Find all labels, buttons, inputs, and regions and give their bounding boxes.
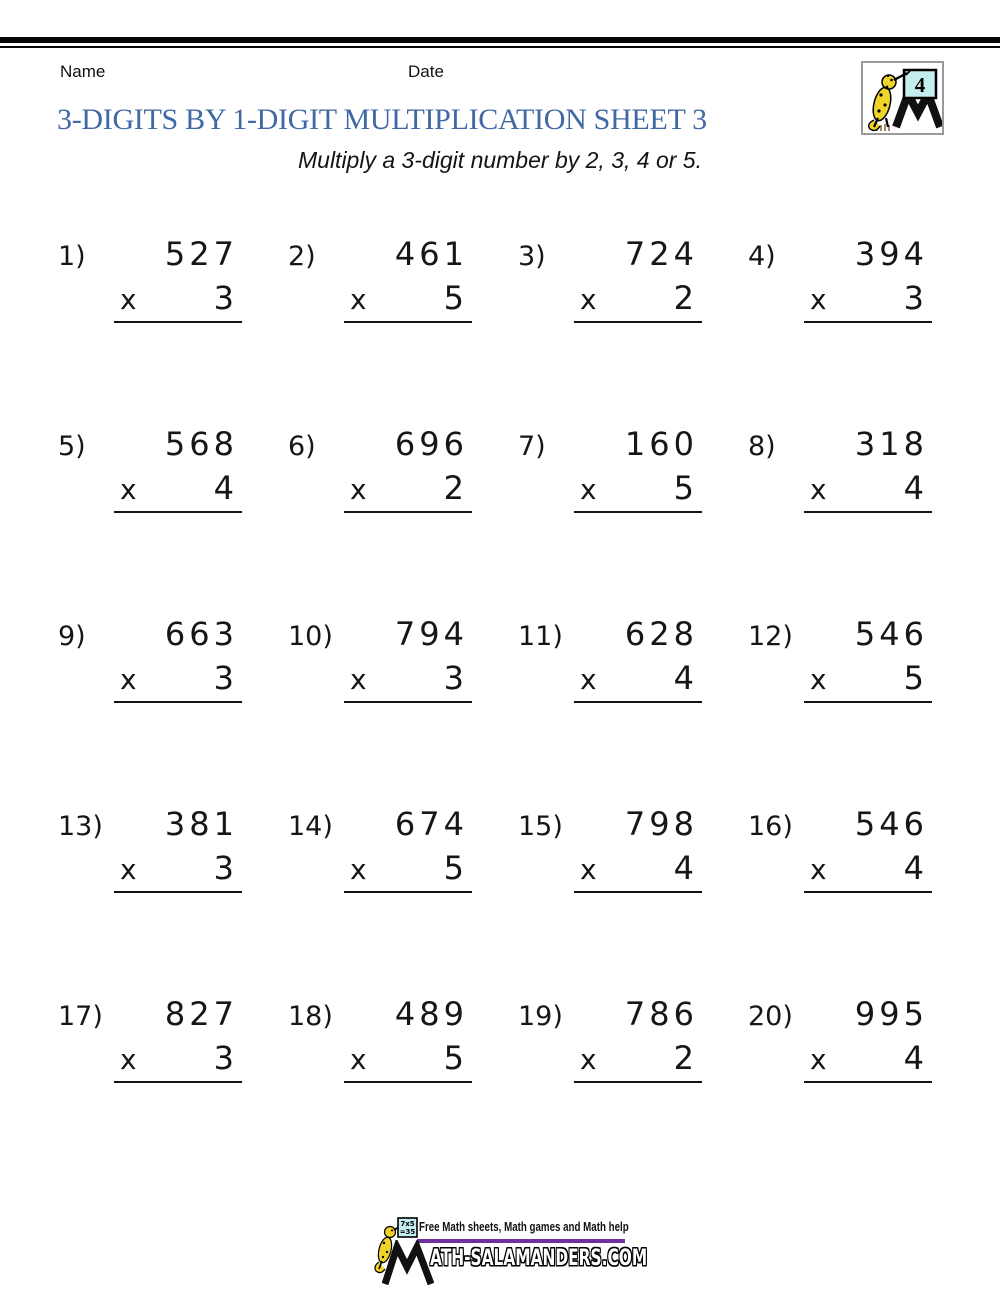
problem-number: 7) — [518, 431, 546, 462]
multiplier: 3 — [443, 659, 468, 697]
problem-number: 14) — [288, 811, 333, 842]
problem-number: 6) — [288, 431, 316, 462]
multiply-sign: x — [120, 1043, 137, 1076]
multiplicand: 794 — [394, 615, 468, 653]
problem-3 — [518, 233, 702, 328]
multiply-sign: x — [580, 473, 597, 506]
top-border-rule — [0, 37, 1000, 48]
multiplier: 5 — [443, 1039, 468, 1077]
multiplicand: 489 — [394, 995, 468, 1033]
problem-14 — [288, 803, 472, 898]
problem-17 — [58, 993, 242, 1088]
multiplicand: 724 — [624, 235, 698, 273]
problem-number: 11) — [518, 621, 563, 652]
problem-number: 10) — [288, 621, 333, 652]
problem-11 — [518, 613, 702, 708]
multiplier: 4 — [213, 469, 238, 507]
math-salamanders-corner-logo — [861, 61, 944, 135]
multiply-sign: x — [580, 663, 597, 696]
problem-7 — [518, 423, 702, 518]
multiplier: 3 — [903, 279, 928, 317]
multiplicand: 394 — [854, 235, 928, 273]
problem-number: 18) — [288, 1001, 333, 1032]
multiply-sign: x — [810, 283, 827, 316]
multiply-sign: x — [580, 1043, 597, 1076]
big-m-icon — [382, 1240, 434, 1286]
problem-1 — [58, 233, 242, 328]
multiplicand: 786 — [624, 995, 698, 1033]
multiplier: 3 — [213, 279, 238, 317]
problem-number: 20) — [748, 1001, 793, 1032]
name-label: Name — [60, 62, 106, 81]
multiplicand: 674 — [394, 805, 468, 843]
multiplicand: 461 — [394, 235, 468, 273]
multiplier: 5 — [673, 469, 698, 507]
multiplier: 4 — [903, 1039, 928, 1077]
multiply-sign: x — [350, 283, 367, 316]
multiply-sign: x — [580, 283, 597, 316]
problem-13 — [58, 803, 242, 898]
date-label: Date — [408, 62, 444, 81]
multiplier: 5 — [443, 849, 468, 887]
salamander-writing-icon — [863, 63, 942, 133]
multiply-sign: x — [350, 663, 367, 696]
footer-purple-rule — [417, 1239, 625, 1243]
multiplier: 2 — [443, 469, 468, 507]
problem-20 — [748, 993, 932, 1088]
problem-number: 17) — [58, 1001, 103, 1032]
multiply-sign: x — [350, 473, 367, 506]
multiplicand: 628 — [624, 615, 698, 653]
problem-15 — [518, 803, 702, 898]
problem-number: 1) — [58, 241, 86, 272]
multiplicand: 318 — [854, 425, 928, 463]
multiplicand: 995 — [854, 995, 928, 1033]
multiplicand: 827 — [164, 995, 238, 1033]
problem-2 — [288, 233, 472, 328]
problem-number: 19) — [518, 1001, 563, 1032]
page-title: 3-DIGITS BY 1-DIGIT MULTIPLICATION SHEET 3 — [57, 103, 707, 136]
multiply-sign: x — [120, 473, 137, 506]
problems-grid — [58, 233, 932, 1088]
footer-tagline: Free Math sheets, Math games and Math help — [419, 1220, 629, 1234]
problem-9 — [58, 613, 242, 708]
multiplier: 2 — [673, 1039, 698, 1077]
multiply-sign: x — [350, 1043, 367, 1076]
multiplicand: 798 — [624, 805, 698, 843]
problem-18 — [288, 993, 472, 1088]
problem-5 — [58, 423, 242, 518]
multiplier: 4 — [903, 469, 928, 507]
problem-6 — [288, 423, 472, 518]
multiplicand: 696 — [394, 425, 468, 463]
problem-number: 12) — [748, 621, 793, 652]
problem-19 — [518, 993, 702, 1088]
multiplicand: 381 — [164, 805, 238, 843]
page-subtitle: Multiply a 3-digit number by 2, 3, 4 or 5. — [298, 147, 702, 173]
board-line2: =35 — [399, 1228, 416, 1236]
multiply-sign: x — [810, 663, 827, 696]
multiply-sign: x — [120, 663, 137, 696]
board-number: 4 — [914, 73, 926, 97]
multiply-sign: x — [580, 853, 597, 886]
board-line1: 7x5 — [400, 1220, 415, 1228]
problem-number: 2) — [288, 241, 316, 272]
multiplier: 3 — [213, 1039, 238, 1077]
problem-number: 9) — [58, 621, 86, 652]
multiply-sign: x — [810, 853, 827, 886]
multiplier: 5 — [443, 279, 468, 317]
multiplier: 5 — [903, 659, 928, 697]
multiplicand: 663 — [164, 615, 238, 653]
problem-number: 3) — [518, 241, 546, 272]
multiplicand: 546 — [854, 615, 928, 653]
problem-number: 4) — [748, 241, 776, 272]
problem-16 — [748, 803, 932, 898]
multiply-sign: x — [810, 1043, 827, 1076]
multiplier: 3 — [213, 659, 238, 697]
multiplicand: 160 — [624, 425, 698, 463]
multiply-sign: x — [120, 853, 137, 886]
multiplicand: 546 — [854, 805, 928, 843]
footer-site-name: ATH-SALAMANDERS.COM — [430, 1246, 648, 1271]
problem-number: 16) — [748, 811, 793, 842]
multiplier: 4 — [903, 849, 928, 887]
multiply-sign: x — [810, 473, 827, 506]
problem-number: 13) — [58, 811, 103, 842]
problem-10 — [288, 613, 472, 708]
problem-number: 15) — [518, 811, 563, 842]
multiplier: 4 — [673, 849, 698, 887]
problem-4 — [748, 233, 932, 328]
problem-12 — [748, 613, 932, 708]
multiplicand: 568 — [164, 425, 238, 463]
multiplicand: 527 — [164, 235, 238, 273]
multiplier: 2 — [673, 279, 698, 317]
problem-number: 8) — [748, 431, 776, 462]
multiply-sign: x — [350, 853, 367, 886]
multiplier: 3 — [213, 849, 238, 887]
problem-8 — [748, 423, 932, 518]
footer-logo — [372, 1212, 648, 1292]
multiplier: 4 — [673, 659, 698, 697]
multiply-sign: x — [120, 283, 137, 316]
problem-number: 5) — [58, 431, 86, 462]
